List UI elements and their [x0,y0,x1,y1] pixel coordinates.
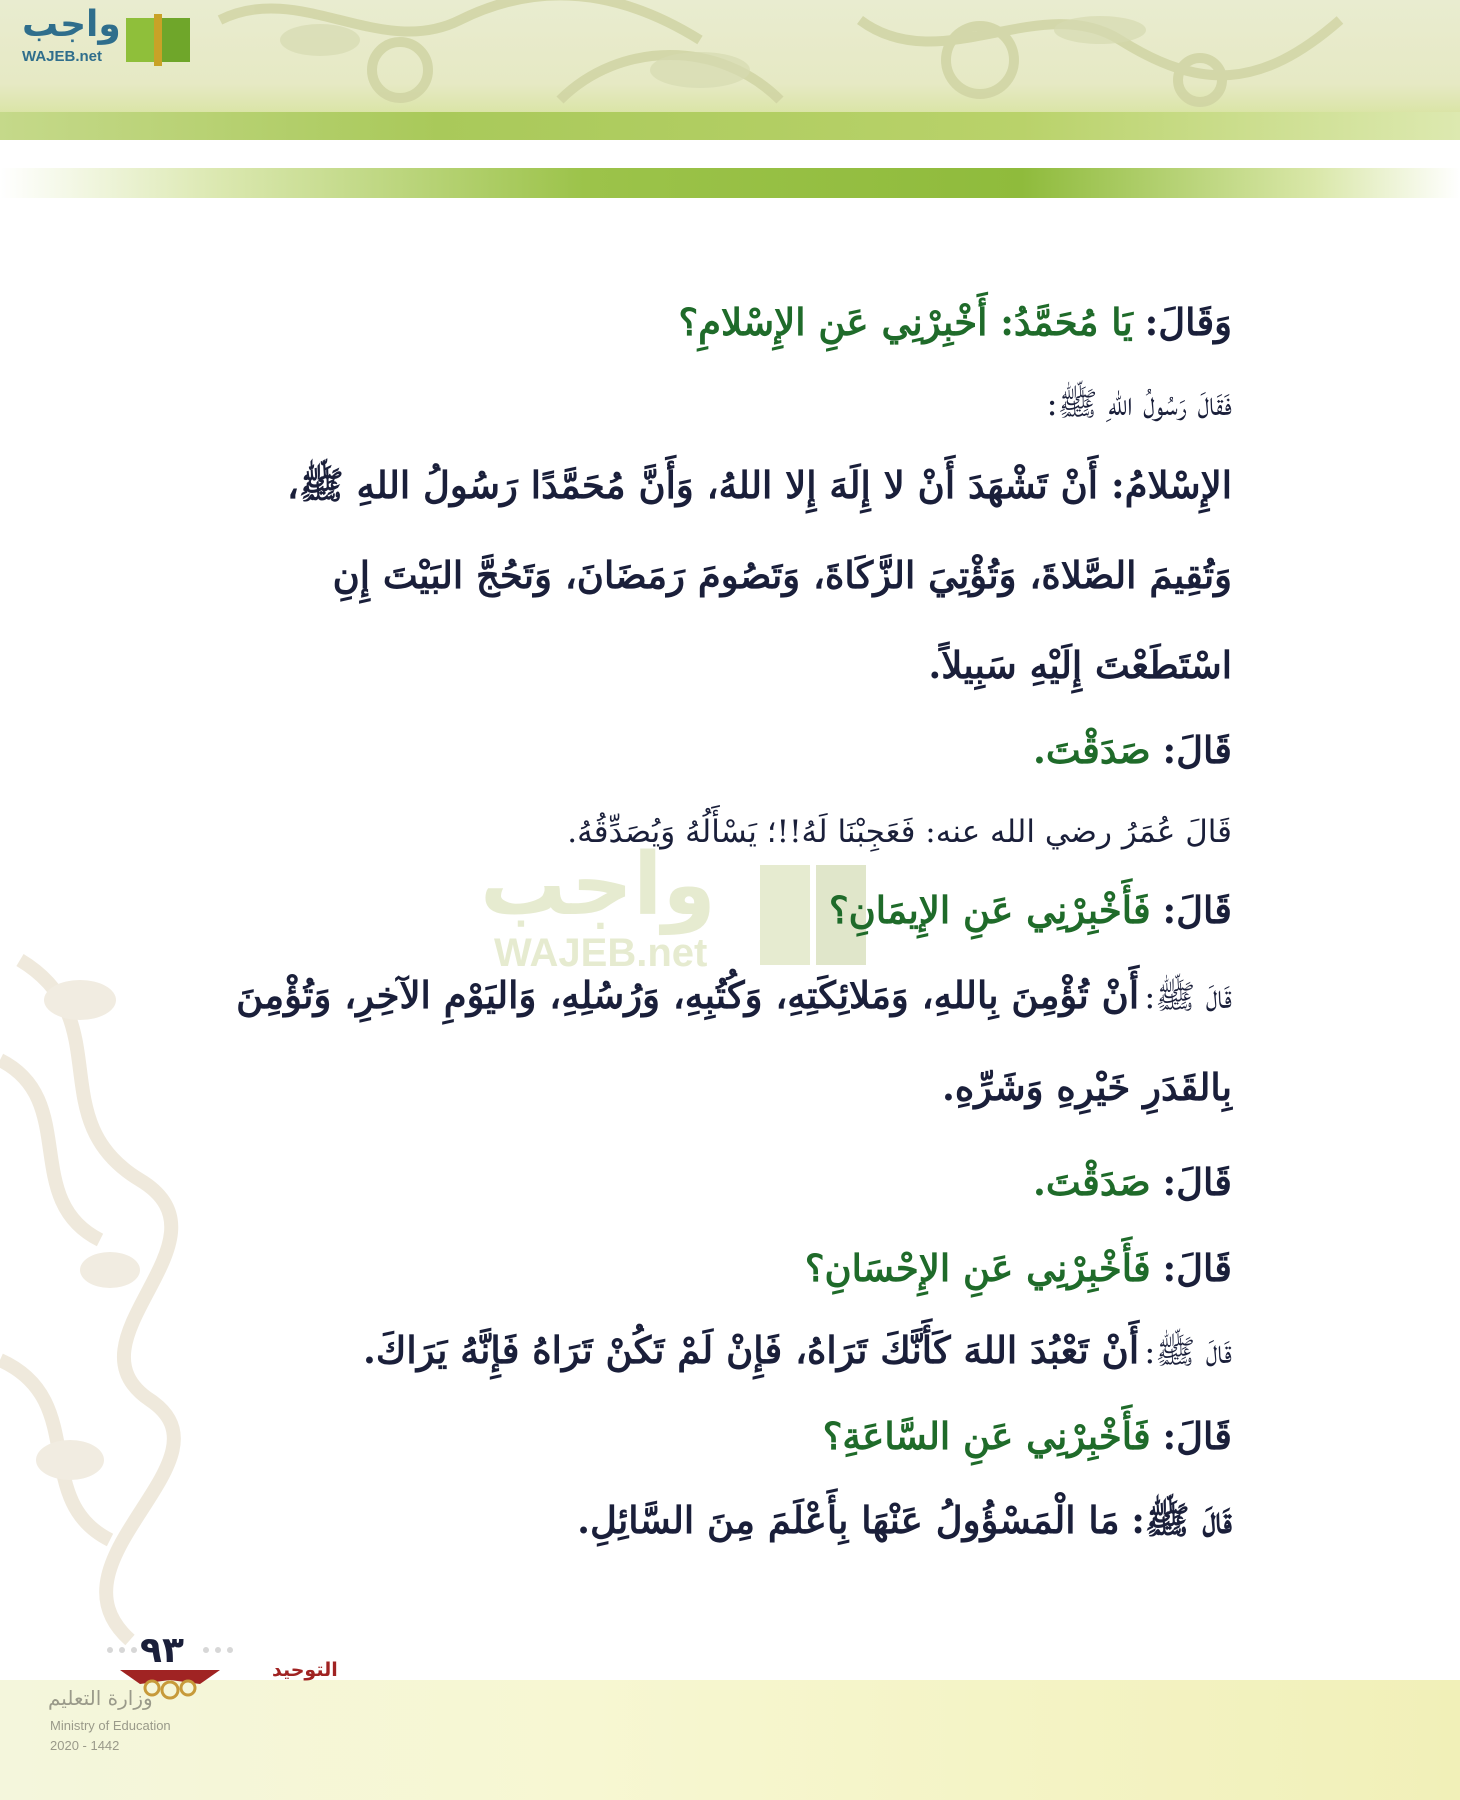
line-prefix: قَالَ: [1162,888,1232,932]
line-saah-answer [220,1498,1232,1552]
watermark-arabic: واجب [480,835,716,935]
line-sadaqta-1 [220,728,1232,772]
paragraph-islam-answer [220,440,1232,710]
subject-label: التوحيد [272,1659,338,1681]
umar-remark: فَعَجِبْنَا لَهُ!!؛ يَسْأَلُهُ وَيُصَدِّقُهُ. [567,814,916,850]
logo-english: WAJEB.net [22,48,103,65]
reply-sadaqta: صَدَقْتَ. [1032,728,1151,772]
ministry-arabic: وزارة التعليم [48,1686,153,1710]
line-prophet-said: فَقَالَ رَسُولُ اللهِ ﷺ: [1046,384,1232,423]
question-saah: فَأَخْبِرْنِي عَنِ السَّاعَةِ؟ [822,1414,1151,1458]
line-prefix: قَالَ ﷺ: [1144,1332,1232,1371]
logo-arabic: واجب [22,4,121,45]
line-iman-question [220,888,1232,932]
line-prefix: قَالَ: [1162,1160,1232,1204]
line-prefix: قَالَ عُمَرُ رضي الله عنه: [925,814,1232,850]
banner-stripe [0,112,1460,140]
question-iman: فَأَخْبِرْنِي عَنِ الإِيمَانِ؟ [829,888,1151,932]
wajeb-logo[interactable] [8,4,198,74]
line-prefix: قَالَ ﷺ: [1144,977,1232,1016]
ministry-logo [48,1686,198,1776]
question-ihsan: فَأَخْبِرْنِي عَنِ الإِحْسَانِ؟ [804,1246,1151,1290]
line-prefix: قَالَ: [1162,1414,1232,1458]
line-prefix: وَقَالَ: [1144,300,1232,344]
answer-ihsan: أَنْ تَعْبُدَ اللهَ كَأَنَّكَ تَرَاهُ، فَإِنْ لَمْ تَكُنْ تَرَاهُ فَإِنَّهُ يَرَاكَ. [363,1328,1140,1372]
ministry-year: 2020 - 1442 [50,1738,120,1753]
question-islam: يَا مُحَمَّدُ: أَخْبِرْنِي عَنِ الإِسْلامِ؟ [678,300,1133,344]
answer-saah: مَا الْمَسْؤُولُ عَنْهَا بِأَعْلَمَ مِنَ السَّائِلِ. [577,1498,1120,1542]
line-sadaqta-2 [220,1160,1232,1204]
line-prefix: قَالَ ﷺ: [1131,1498,1232,1542]
reply-sadaqta: صَدَقْتَ. [1032,1160,1151,1204]
line-ihsan-question [220,1246,1232,1290]
line-saah-question [220,1414,1232,1458]
top-banner [0,0,1460,140]
answer-iman: أَنْ تُؤْمِنَ بِاللهِ، وَمَلائِكَتِهِ، وَكُتُبِهِ، وَرُسُلِهِ، وَاليَوْمِ الآخِرِ، وَتُؤْمِنَ بِالقَدَرِ خَيْرِهِ وَشَرِّهِ. [236,973,1232,1109]
line-prefix: قَالَ: [1162,1246,1232,1290]
line-umar [220,814,1232,850]
line-ihsan-answer [220,1328,1232,1380]
watermark-english: WAJEB.net [494,931,708,975]
header-stripe [0,168,1460,198]
line-islam-question [220,300,1232,344]
answer-islam: الإِسْلامُ: أَنْ تَشْهَدَ أَنْ لا إِلَهَ إِلا اللهُ، وَأَنَّ مُحَمَّدًا رَسُولُ اللهِ ﷺ، وَتُقِيمَ الصَّلاةَ، وَتُؤْتِيَ الزَّكَاةَ، وَتَصُومَ رَمَضَانَ، وَتَحُجَّ البَيْتَ إِنِ اسْتَطَعْتَ إِلَيْهِ سَبِيلاً. [287,463,1232,687]
side-ornament [0,940,190,1680]
ministry-english: Ministry of Education [50,1718,171,1733]
paragraph-iman-answer [220,950,1232,1132]
page-number: ٩٣ [140,1630,184,1671]
line-prefix: قَالَ: [1162,728,1232,772]
